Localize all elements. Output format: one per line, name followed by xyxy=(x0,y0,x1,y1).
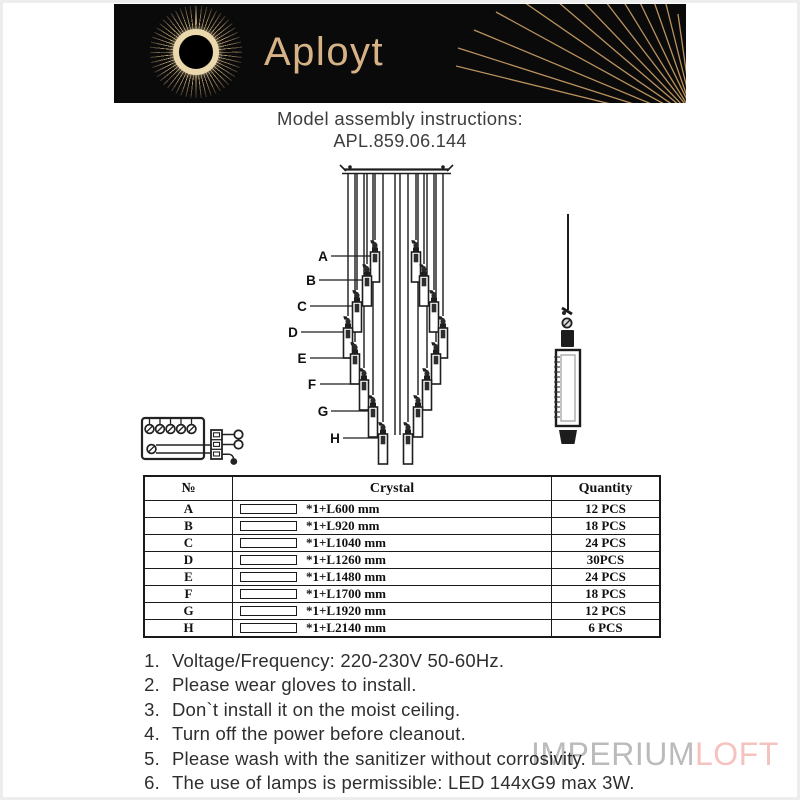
crystal-length: *1+L1700 mm xyxy=(306,586,386,601)
instruction-item xyxy=(136,698,696,722)
row-crystal xyxy=(233,586,552,603)
crystal-bar-icon xyxy=(240,504,297,514)
row-crystal xyxy=(233,603,552,620)
row-quantity: 24 PCS xyxy=(552,569,661,586)
row-quantity: 6 PCS xyxy=(552,620,661,638)
assembly-diagram xyxy=(130,158,670,473)
crystal-length: *1+L2140 mm xyxy=(306,620,386,635)
row-no: H xyxy=(144,620,233,638)
table-row xyxy=(144,586,660,603)
diagram-label-g: G xyxy=(317,404,329,419)
instruction-number: 4. xyxy=(144,723,160,745)
row-no: G xyxy=(144,603,233,620)
crystal-length: *1+L1040 mm xyxy=(306,535,386,550)
table-row xyxy=(144,603,660,620)
header-crystal: Crystal xyxy=(233,476,552,501)
row-crystal xyxy=(233,620,552,638)
instruction-number: 2. xyxy=(144,674,160,696)
brand-banner xyxy=(114,4,686,103)
table-header-row xyxy=(144,476,660,501)
diagram-label-a: A xyxy=(318,249,328,264)
row-quantity: 12 PCS xyxy=(552,603,661,620)
instruction-text: Don`t install it on the moist ceiling. xyxy=(172,698,461,720)
crystal-length: *1+L920 mm xyxy=(306,518,380,533)
page-title: Model assembly instructions: xyxy=(277,108,523,129)
header-quantity: Quantity xyxy=(552,476,661,501)
row-no: A xyxy=(144,501,233,518)
row-no: E xyxy=(144,569,233,586)
row-quantity: 18 PCS xyxy=(552,518,661,535)
row-crystal xyxy=(233,535,552,552)
instruction-text: The use of lamps is permissible: LED 144xG9 max 3W. xyxy=(172,772,635,794)
crystal-bar-icon xyxy=(240,555,297,565)
imperiumloft-watermark xyxy=(531,738,779,770)
instruction-item xyxy=(136,673,696,697)
ceiling-bar xyxy=(340,165,453,174)
instruction-number: 6. xyxy=(144,772,160,794)
table-row xyxy=(144,518,660,535)
instruction-text: Please wear gloves to install. xyxy=(172,674,417,696)
brand-name: Aployt xyxy=(264,30,385,74)
instruction-text: Please wash with the sanitizer without corrosivity. xyxy=(172,747,586,769)
row-quantity: 12 PCS xyxy=(552,501,661,518)
table-row xyxy=(144,501,660,518)
instruction-text: Voltage/Frequency: 220-230V 50-60Hz. xyxy=(172,650,505,671)
diagram-label-f: F xyxy=(307,377,317,392)
row-quantity: 30PCS xyxy=(552,552,661,569)
instruction-number: 5. xyxy=(144,747,160,769)
table-row xyxy=(144,535,660,552)
instruction-item xyxy=(136,771,696,795)
row-no: C xyxy=(144,535,233,552)
sunburst-core xyxy=(173,29,219,75)
crystal-bar-icon xyxy=(240,606,297,616)
diagram-label-h: H xyxy=(330,431,340,446)
diagram-label-b: B xyxy=(306,273,316,288)
row-no: B xyxy=(144,518,233,535)
title-block xyxy=(0,108,800,152)
rays-decoration-icon xyxy=(456,4,686,103)
diagram-label-d: D xyxy=(288,325,298,340)
row-crystal xyxy=(233,501,552,518)
table-row xyxy=(144,569,660,586)
crystal-length: *1+L1260 mm xyxy=(306,552,386,567)
row-crystal xyxy=(233,552,552,569)
crystal-length: *1+L1920 mm xyxy=(306,603,386,618)
watermark-loft: LOFT xyxy=(695,736,779,772)
diagram-label-c: C xyxy=(297,299,307,314)
crystal-bar-icon xyxy=(240,521,297,531)
crystal-bar-icon xyxy=(240,623,297,633)
table-row xyxy=(144,620,660,638)
row-no: D xyxy=(144,552,233,569)
header-no: № xyxy=(144,476,233,501)
instruction-number: 1. xyxy=(144,650,160,671)
diagram-label-e: E xyxy=(297,351,307,366)
table-row xyxy=(144,552,660,569)
model-number: APL.859.06.144 xyxy=(333,131,467,151)
instruction-item xyxy=(136,649,696,673)
instruction-text: Turn off the power before cleanout. xyxy=(172,723,466,745)
pendant-detail xyxy=(554,214,580,444)
crystal-length: *1+L1480 mm xyxy=(306,569,386,584)
watermark-imperium: IMPERIUM xyxy=(531,736,695,772)
row-crystal xyxy=(233,518,552,535)
parts-table xyxy=(143,475,661,638)
instruction-number: 3. xyxy=(144,698,160,720)
row-quantity: 18 PCS xyxy=(552,586,661,603)
crystal-bar-icon xyxy=(240,589,297,599)
instructions-list xyxy=(136,649,696,795)
row-no: F xyxy=(144,586,233,603)
row-quantity: 24 PCS xyxy=(552,535,661,552)
row-crystal xyxy=(233,569,552,586)
crystal-bar-icon xyxy=(240,538,297,548)
crystal-length: *1+L600 mm xyxy=(306,501,380,516)
wiring-schematic xyxy=(142,418,243,465)
crystal-bar-icon xyxy=(240,572,297,582)
